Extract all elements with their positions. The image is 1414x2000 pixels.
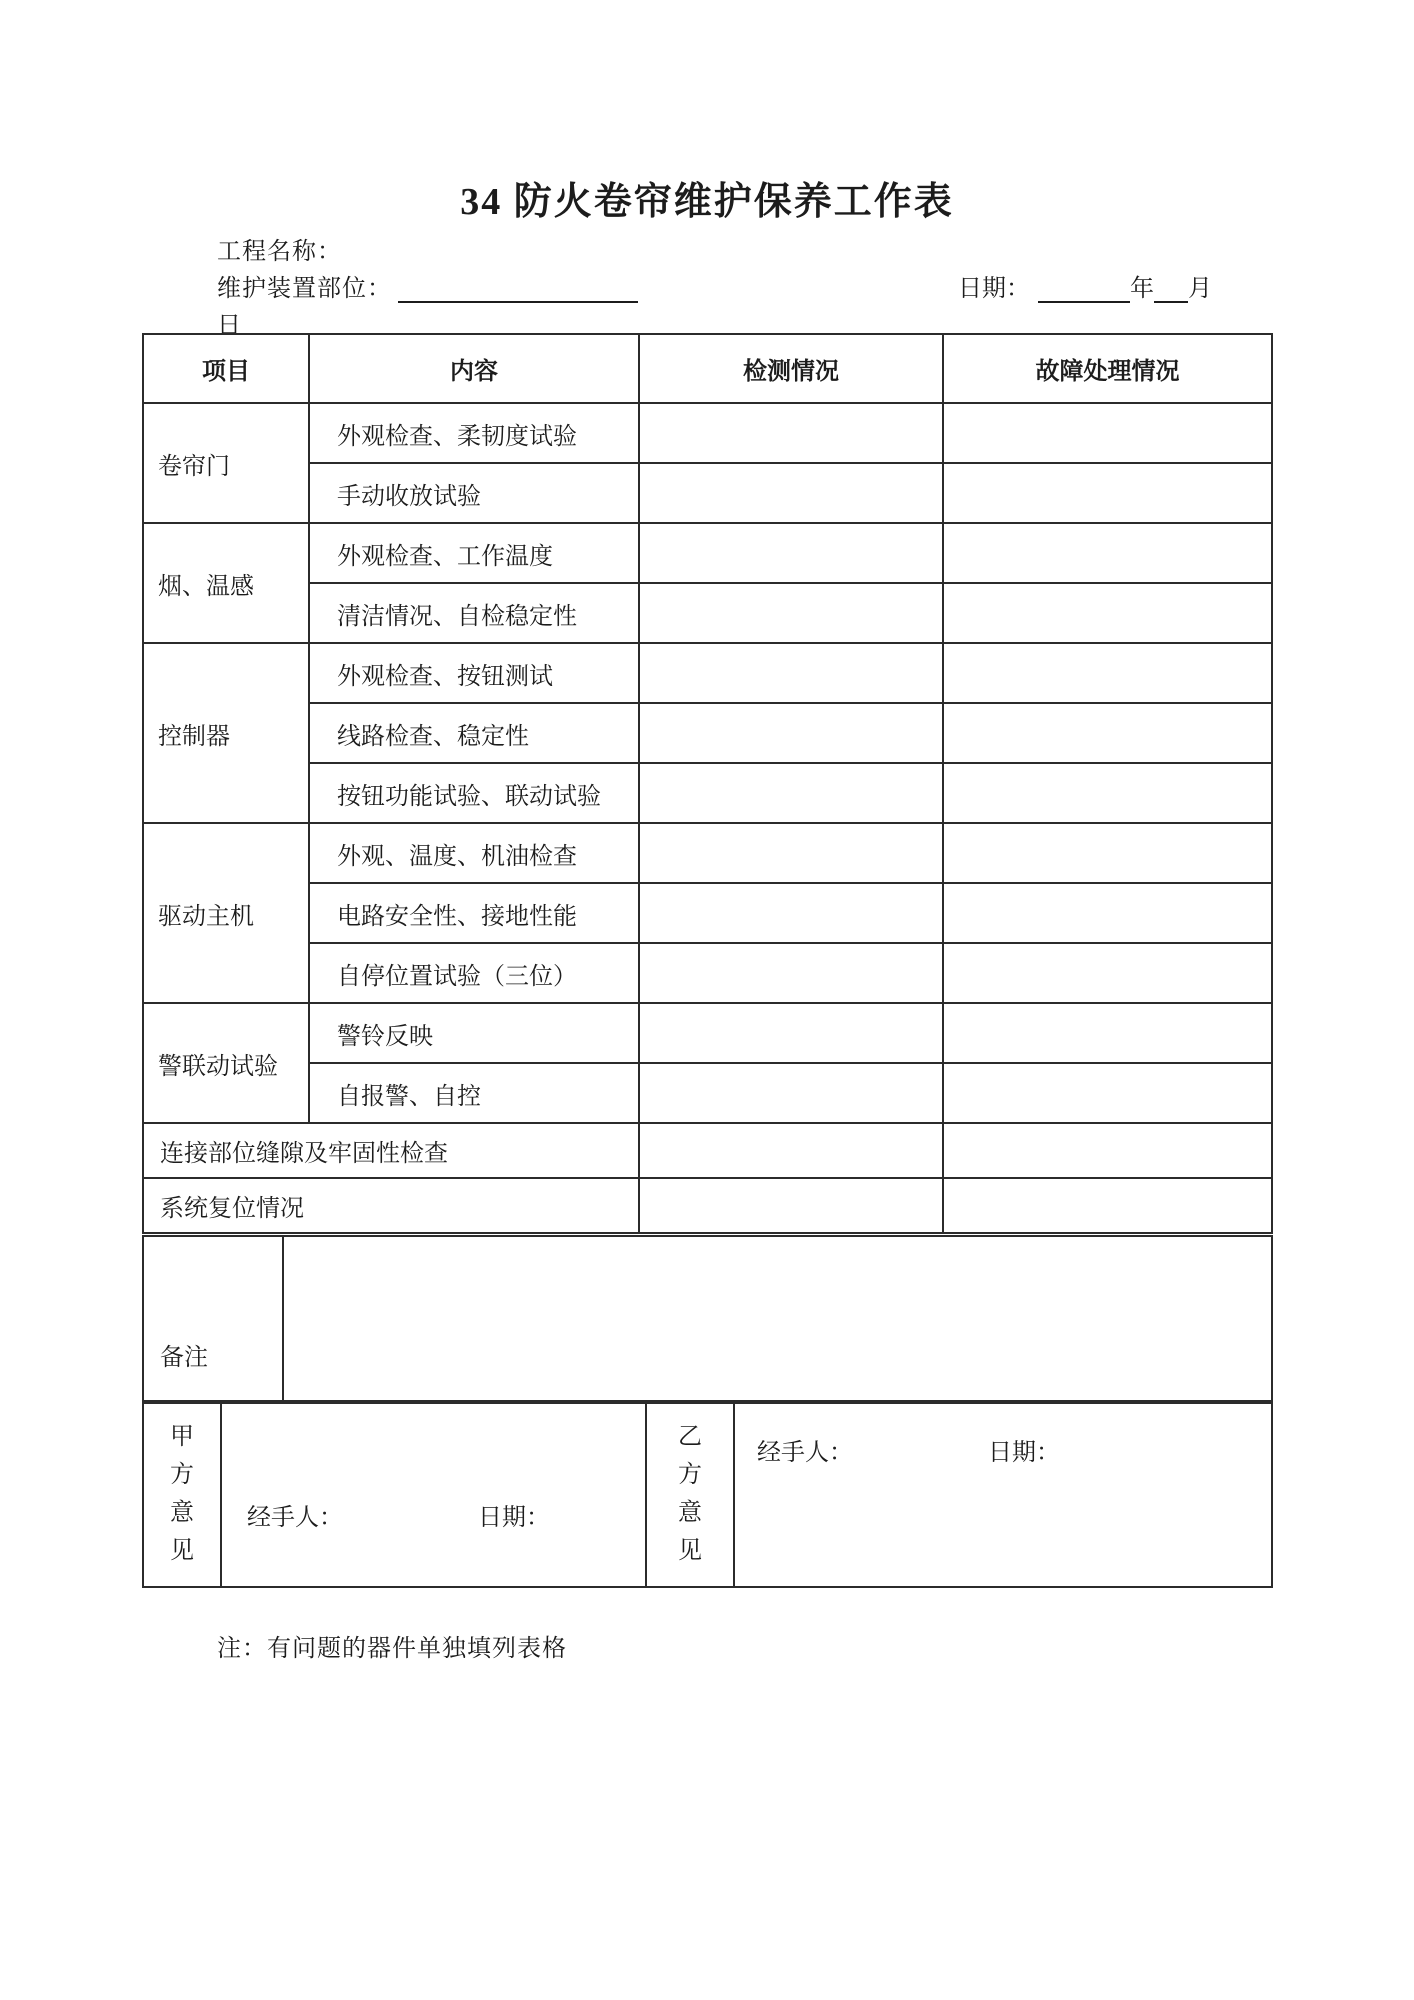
table-row	[143, 643, 1272, 703]
project-name-label: 工程名称：	[217, 239, 342, 265]
fault-cell	[943, 823, 1272, 883]
remark-row	[142, 1235, 1273, 1404]
page-title: 34 防火卷帘维护保养工作表	[460, 181, 954, 223]
party-a-sign-cell	[221, 1401, 646, 1587]
table-row	[143, 943, 1272, 1003]
detection-cell	[639, 943, 943, 1003]
fault-cell	[943, 763, 1272, 823]
date-line	[958, 268, 1212, 303]
table-row	[143, 1178, 1272, 1233]
header-detection: 检测情况	[639, 334, 943, 403]
table-row	[143, 1063, 1272, 1123]
fault-cell	[943, 523, 1272, 583]
table-row	[143, 1003, 1272, 1063]
maintenance-table	[142, 333, 1273, 1234]
detection-cell	[639, 463, 943, 523]
item-label: 卷帘门	[143, 403, 309, 523]
detection-cell	[639, 403, 943, 463]
content-label: 外观检查、柔韧度试验	[309, 403, 639, 463]
fault-cell	[943, 1003, 1272, 1063]
detection-cell	[639, 583, 943, 643]
detection-cell	[639, 1178, 943, 1233]
table-row	[143, 883, 1272, 943]
content-label: 电路安全性、接地性能	[309, 883, 639, 943]
project-name-line	[217, 231, 342, 266]
header-fault: 故障处理情况	[943, 334, 1272, 403]
detection-cell	[639, 643, 943, 703]
content-label: 线路检查、稳定性	[309, 703, 639, 763]
party-b-handler-label: 经手人：	[757, 1440, 853, 1466]
device-location-line	[217, 268, 638, 303]
detection-cell	[639, 763, 943, 823]
date-label: 日期：	[958, 276, 1030, 302]
party-a-handler-label: 经手人：	[247, 1504, 343, 1531]
party-b-cell	[646, 1401, 734, 1587]
content-label: 手动收放试验	[309, 463, 639, 523]
date-day-suffix: 日	[217, 313, 242, 339]
table-row	[143, 763, 1272, 823]
table-row	[143, 403, 1272, 463]
table-row	[143, 583, 1272, 643]
fault-cell	[943, 583, 1272, 643]
item-label: 控制器	[143, 643, 309, 823]
table-row	[143, 823, 1272, 883]
item-label: 烟、温感	[143, 523, 309, 643]
header-item: 项目	[143, 334, 309, 403]
date-month-suffix: 月	[1188, 276, 1212, 302]
fault-cell	[943, 883, 1272, 943]
content-label: 外观检查、按钮测试	[309, 643, 639, 703]
content-label: 按钮功能试验、联动试验	[309, 763, 639, 823]
full-row-label: 连接部位缝隙及牢固性检查	[143, 1123, 639, 1178]
detection-cell	[639, 1003, 943, 1063]
party-a-label: 甲方意见	[170, 1424, 194, 1564]
fault-cell	[943, 463, 1272, 523]
remark-label: 备注	[143, 1236, 283, 1403]
full-row-label: 系统复位情况	[143, 1178, 639, 1233]
table-row	[143, 463, 1272, 523]
detection-cell	[639, 523, 943, 583]
fault-cell	[943, 403, 1272, 463]
item-label: 驱动主机	[143, 823, 309, 1003]
content-label: 清洁情况、自检稳定性	[309, 583, 639, 643]
detection-cell	[639, 823, 943, 883]
party-a-cell	[143, 1401, 221, 1587]
item-label: 警联动试验	[143, 1003, 309, 1123]
fault-cell	[943, 703, 1272, 763]
date-month-blank	[1154, 277, 1188, 303]
detection-cell	[639, 703, 943, 763]
table-row	[143, 523, 1272, 583]
content-label: 自停位置试验（三位）	[309, 943, 639, 1003]
fault-cell	[943, 943, 1272, 1003]
detection-cell	[639, 1123, 943, 1178]
device-location-blank	[398, 277, 638, 303]
date-year-suffix: 年	[1130, 276, 1154, 302]
detection-cell	[639, 1063, 943, 1123]
fault-cell	[943, 1178, 1272, 1233]
party-b-date-label: 日期：	[988, 1440, 1060, 1466]
content-label: 外观、温度、机油检查	[309, 823, 639, 883]
content-label: 自报警、自控	[309, 1063, 639, 1123]
fault-cell	[943, 1063, 1272, 1123]
content-label: 外观检查、工作温度	[309, 523, 639, 583]
fault-cell	[943, 1123, 1272, 1178]
date-year-blank	[1038, 277, 1130, 303]
content-label: 警铃反映	[309, 1003, 639, 1063]
footer-note: 注：有问题的器件单独填列表格	[217, 1636, 567, 1662]
device-location-label: 维护装置部位：	[217, 276, 392, 302]
table-header-row	[143, 334, 1272, 403]
detection-cell	[639, 883, 943, 943]
signature-row	[142, 1400, 1273, 1588]
header-content: 内容	[309, 334, 639, 403]
table-row	[143, 703, 1272, 763]
party-b-label: 乙方意见	[678, 1424, 702, 1564]
table-row	[143, 1123, 1272, 1178]
fault-cell	[943, 643, 1272, 703]
party-a-date-label: 日期：	[478, 1504, 550, 1531]
party-b-sign-cell	[734, 1401, 1272, 1587]
remark-content-cell	[283, 1236, 1272, 1403]
